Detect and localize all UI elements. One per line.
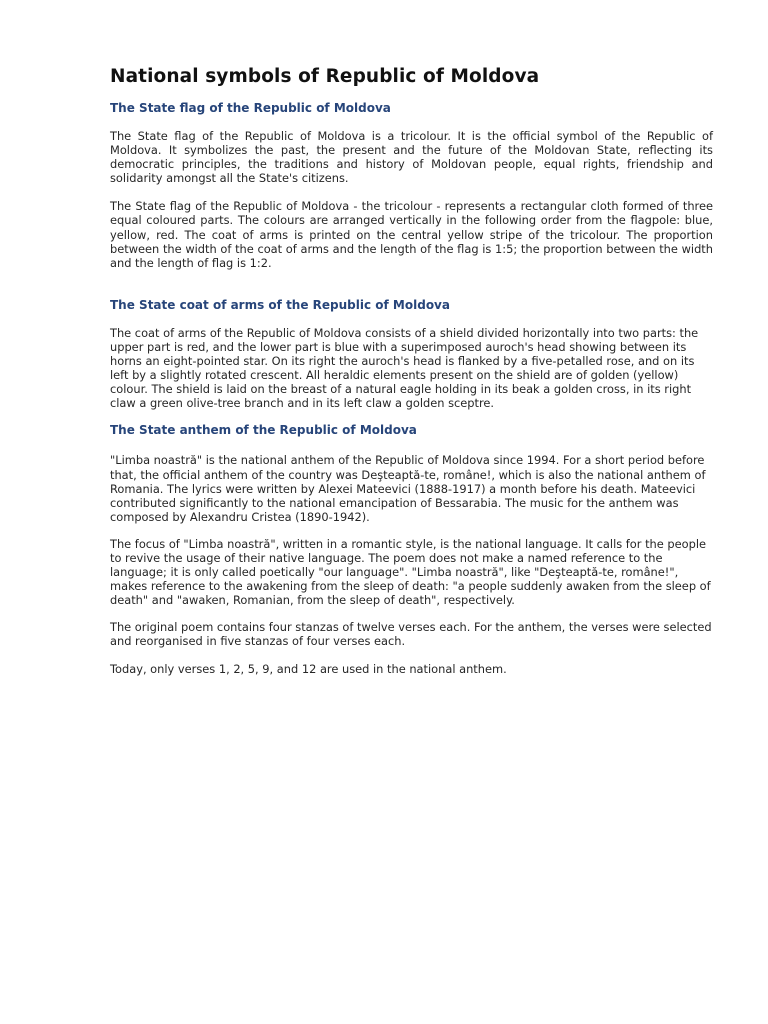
- document-page: [110, 66, 713, 676]
- section-coat-of-arms: [110, 298, 713, 411]
- paragraph-coat-of-arms-1: The coat of arms of the Republic of Moldova consists of a shield divided horizontally into two parts: the upper part is red, and the lower part is blue with a superimposed auroch's head showing between its horns an eight-pointed star. On its right the auroch's head is flanked by a five-petalled rose, and on its left by a slightly rotated crescent. All heraldic elements present on the shield are of golden (yellow) colour. The shield is laid on the breast of a natural eagle holding in its beak a golden cross, in its right claw a green olive-tree branch and in its left claw a golden sceptre.: [110, 325, 699, 411]
- section-heading-flag: The State flag of the Republic of Moldova: [110, 101, 391, 115]
- paragraph-anthem-3: The original poem contains four stanzas of twelve verses each. For the anthem, the verses were selected and reorganised in five stanzas of four verses each.: [110, 620, 712, 649]
- paragraph-flag-1: The State flag of the Republic of Moldova is a tricolour. It is the official symbol of the Republic of Moldova. It symbolizes the past, the present and the future of the Moldovan State, reflecting its democratic principles, the traditions and history of Moldovan people, equal rights, friendship and solidarity amongst all the State's citizens.: [110, 129, 713, 186]
- section-flag: [110, 101, 713, 270]
- paragraph-anthem-4: Today, only verses 1, 2, 5, 9, and 12 are used in the national anthem.: [110, 661, 507, 676]
- page-title: National symbols of Republic of Moldova: [110, 66, 540, 87]
- section-heading-coat-of-arms: The State coat of arms of the Republic of Moldova: [110, 297, 450, 312]
- paragraph-anthem-1: "Limba noastră" is the national anthem of the Republic of Moldova since 1994. For a short period before that, the official anthem of the country was Deşteaptă-te, române!, which is also the national anthem of Romania. The lyrics were written by Alexei Mateevici (1888-1917) a month before his death. Mateevici contributed significantly to the national emancipation of Bessarabia. The music for the anthem was composed by Alexandru Cristea (1890-1942).: [110, 453, 706, 524]
- section-heading-anthem: The State anthem of the Republic of Moldova: [110, 423, 417, 438]
- paragraph-flag-2: The State flag of the Republic of Moldova - the tricolour - represents a rectangular cloth formed of three equal coloured parts. The colours are arranged vertically in the following order from the flagpole: blue, yellow, red. The coat of arms is printed on the central yellow stripe of the tricolour. The proportion between the width of the coat of arms and the length of the flag is 1:5; the proportion between the width and the length of flag is 1:2.: [110, 199, 713, 270]
- paragraph-anthem-2: The focus of "Limba noastră", written in a romantic style, is the national language. It calls for the people to revive the usage of their native language. The poem does not make a named reference to the language; it is only called poetically "our language". "Limba noastră", like "Deşteaptă-te, române!", makes reference to the awakening from the sleep of death: "a people suddenly awaken from the sleep of death" and "awaken, Romanian, from the sleep of death", respectively.: [110, 536, 711, 608]
- section-anthem: [110, 423, 713, 675]
